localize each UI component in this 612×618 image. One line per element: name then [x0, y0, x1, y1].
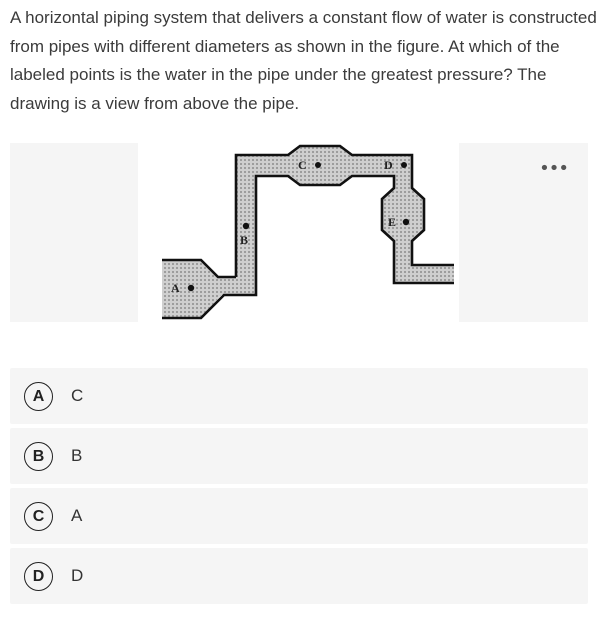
option-letter-badge: A [24, 382, 53, 411]
option-letter-badge: D [24, 562, 53, 591]
point-b-label: B [240, 233, 249, 247]
point-e-dot [403, 219, 409, 225]
option-text: B [71, 446, 83, 465]
point-c-label: C [298, 158, 307, 172]
figure-side-panel-left [10, 143, 138, 322]
option-letter-badge: B [24, 442, 53, 471]
option-letter-badge: C [24, 502, 53, 531]
option-text: A [71, 506, 83, 525]
piping-diagram [160, 143, 455, 323]
point-d-dot [401, 162, 407, 168]
question-text: A horizontal piping system that delivers a constant flow of water is constructed from pipes with different diameters as shown in the figure. At which of the labeled points is the water in the pipe under the greatest pressure? The drawing is a view from above the pipe. [10, 8, 597, 113]
point-d-label: D [384, 158, 393, 172]
point-a-dot [188, 285, 194, 291]
answer-option-c[interactable] [10, 488, 588, 544]
point-b-dot [243, 223, 249, 229]
more-horizontal-icon[interactable]: ••• [539, 158, 568, 179]
point-e-label: E [388, 215, 397, 229]
option-text: C [71, 386, 84, 405]
figure-area [10, 143, 588, 323]
point-a-label: A [171, 281, 180, 295]
option-text: D [71, 566, 84, 585]
figure-side-panel-right [459, 143, 588, 322]
pipe-shape [162, 146, 454, 318]
point-c-dot [315, 162, 321, 168]
answer-option-d[interactable] [10, 548, 588, 604]
answer-option-b[interactable] [10, 428, 588, 484]
answer-option-a[interactable] [10, 368, 588, 424]
